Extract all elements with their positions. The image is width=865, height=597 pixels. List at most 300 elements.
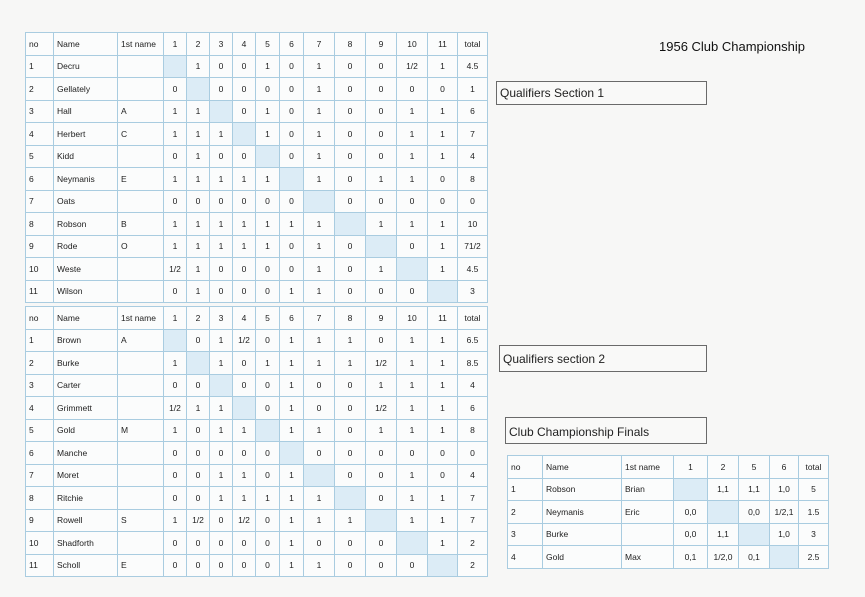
score-cell: 1	[397, 213, 428, 236]
score-cell: 0	[280, 123, 304, 146]
score-cell: 1	[304, 329, 335, 352]
score-cell	[366, 509, 397, 532]
score-cell: 1	[210, 123, 233, 146]
score-cell: 1	[428, 374, 458, 397]
column-header: 7	[304, 33, 335, 56]
row-number: 11	[26, 554, 54, 577]
column-header: 8	[335, 307, 366, 330]
score-cell: 1/2	[397, 55, 428, 78]
score-cell: 1	[280, 532, 304, 555]
score-cell: 0	[164, 442, 187, 465]
score-cell: 0	[280, 55, 304, 78]
score-cell: 1	[256, 55, 280, 78]
score-cell: 1	[428, 329, 458, 352]
score-cell: 0	[187, 374, 210, 397]
score-cell: 0	[233, 145, 256, 168]
total-cell: 6	[458, 397, 488, 420]
score-cell	[187, 78, 210, 101]
score-cell: 0	[164, 554, 187, 577]
first-name: E	[118, 168, 164, 191]
column-header: 6	[770, 456, 799, 479]
row-number: 8	[26, 213, 54, 236]
score-cell: 0	[256, 464, 280, 487]
score-cell	[739, 523, 770, 546]
header-row	[26, 307, 488, 330]
score-cell: 0	[233, 352, 256, 375]
row-number: 7	[26, 464, 54, 487]
total-cell: 7	[458, 509, 488, 532]
score-cell: 0	[366, 532, 397, 555]
first-name: Brian	[622, 478, 674, 501]
column-header: 10	[397, 33, 428, 56]
score-cell: 1	[304, 509, 335, 532]
row-number: 6	[26, 168, 54, 191]
score-cell: 0	[366, 123, 397, 146]
score-cell: 1	[256, 213, 280, 236]
score-cell: 0	[233, 55, 256, 78]
score-cell: 0	[335, 419, 366, 442]
column-header: 4	[233, 307, 256, 330]
table-row	[26, 532, 488, 555]
score-cell: 0	[256, 280, 280, 303]
table-row	[26, 509, 488, 532]
player-name: Moret	[54, 464, 118, 487]
row-number: 5	[26, 145, 54, 168]
score-cell: 1	[187, 280, 210, 303]
score-cell: 0	[210, 55, 233, 78]
table-row	[26, 145, 488, 168]
page-title: 1956 Club Championship	[659, 39, 805, 54]
column-header: total	[458, 307, 488, 330]
score-cell: 1	[428, 258, 458, 281]
score-cell: 1	[304, 168, 335, 191]
score-cell: 0	[210, 554, 233, 577]
column-header: 5	[256, 307, 280, 330]
score-cell: 0	[256, 329, 280, 352]
score-cell: 0	[256, 509, 280, 532]
score-cell: 0	[335, 55, 366, 78]
row-number: 2	[508, 501, 543, 524]
section2-table	[25, 306, 488, 577]
total-cell: 6	[458, 100, 488, 123]
score-cell: 1	[428, 397, 458, 420]
header-row	[26, 33, 488, 56]
score-cell: 1	[233, 213, 256, 236]
score-cell: 1	[210, 213, 233, 236]
score-cell: 0	[256, 258, 280, 281]
row-number: 2	[26, 352, 54, 375]
first-name: A	[118, 329, 164, 352]
table-row	[26, 374, 488, 397]
score-cell: 1	[397, 464, 428, 487]
score-cell	[164, 55, 187, 78]
score-cell: 0	[397, 442, 428, 465]
total-cell: 4	[458, 464, 488, 487]
score-cell: 1	[366, 213, 397, 236]
column-header: 1	[164, 33, 187, 56]
score-cell	[233, 123, 256, 146]
score-cell	[708, 501, 739, 524]
player-name: Gold	[543, 546, 622, 569]
score-cell	[674, 478, 708, 501]
score-cell	[335, 213, 366, 236]
score-cell: 0	[210, 442, 233, 465]
score-cell: 0	[335, 168, 366, 191]
score-cell: 0	[280, 258, 304, 281]
score-cell	[280, 168, 304, 191]
column-header: 3	[210, 33, 233, 56]
player-name: Neymanis	[543, 501, 622, 524]
column-header: 7	[304, 307, 335, 330]
score-cell: 1	[280, 213, 304, 236]
score-cell: 0	[233, 78, 256, 101]
player-name: Herbert	[54, 123, 118, 146]
score-cell: 0	[233, 442, 256, 465]
score-cell: 0	[366, 329, 397, 352]
column-header: Name	[54, 307, 118, 330]
score-cell: 1	[304, 419, 335, 442]
column-header: 6	[280, 307, 304, 330]
score-cell: 0	[304, 532, 335, 555]
table-row	[26, 258, 488, 281]
column-header: 5	[739, 456, 770, 479]
player-name: Robson	[54, 213, 118, 236]
score-cell: 1	[210, 419, 233, 442]
score-cell: 1	[210, 235, 233, 258]
row-number: 4	[26, 123, 54, 146]
column-header: 11	[428, 307, 458, 330]
first-name: B	[118, 213, 164, 236]
score-cell: 1	[187, 145, 210, 168]
score-cell: 0	[335, 78, 366, 101]
first-name	[118, 442, 164, 465]
first-name	[118, 352, 164, 375]
score-cell: 0	[335, 100, 366, 123]
table-row	[508, 501, 829, 524]
score-cell: 0	[210, 258, 233, 281]
score-cell: 1	[210, 352, 233, 375]
first-name	[118, 464, 164, 487]
score-cell: 1/2	[366, 352, 397, 375]
score-cell: 1	[256, 235, 280, 258]
score-cell: 0	[210, 532, 233, 555]
player-name: Manche	[54, 442, 118, 465]
score-cell: 1	[366, 374, 397, 397]
score-cell: 1	[187, 258, 210, 281]
table-row	[26, 55, 488, 78]
score-cell: 1	[164, 419, 187, 442]
score-cell: 1,1	[708, 523, 739, 546]
row-number: 4	[508, 546, 543, 569]
row-number: 11	[26, 280, 54, 303]
row-number: 3	[26, 100, 54, 123]
table-row	[26, 123, 488, 146]
score-cell	[256, 145, 280, 168]
score-cell: 0	[428, 168, 458, 191]
score-cell: 1/2,0	[708, 546, 739, 569]
score-cell: 1	[397, 168, 428, 191]
score-cell: 1	[280, 419, 304, 442]
score-cell: 0	[256, 532, 280, 555]
total-cell: 71/2	[458, 235, 488, 258]
score-cell: 0	[366, 145, 397, 168]
score-cell: 1	[397, 352, 428, 375]
row-number: 1	[508, 478, 543, 501]
score-cell: 0	[280, 235, 304, 258]
table-row	[26, 168, 488, 191]
score-cell: 1	[164, 123, 187, 146]
score-cell: 1/2	[366, 397, 397, 420]
score-cell: 0	[233, 280, 256, 303]
score-cell: 0	[366, 442, 397, 465]
score-cell: 1/2	[233, 509, 256, 532]
first-name	[118, 55, 164, 78]
score-cell: 1	[304, 145, 335, 168]
column-header: no	[508, 456, 543, 479]
finals-label: Club Championship Finals	[505, 417, 707, 444]
score-cell: 1	[256, 168, 280, 191]
score-cell: 0	[187, 464, 210, 487]
table-row	[26, 464, 488, 487]
score-cell: 0	[233, 100, 256, 123]
score-cell: 1	[164, 168, 187, 191]
player-name: Weste	[54, 258, 118, 281]
score-cell	[428, 554, 458, 577]
row-number: 9	[26, 235, 54, 258]
score-cell: 1/2,1	[770, 501, 799, 524]
column-header: 5	[256, 33, 280, 56]
total-cell: 7	[458, 487, 488, 510]
column-header: 1	[164, 307, 187, 330]
score-cell: 0,0	[674, 501, 708, 524]
score-cell: 1	[304, 258, 335, 281]
score-cell: 1	[428, 145, 458, 168]
total-cell: 2	[458, 554, 488, 577]
table-row	[26, 213, 488, 236]
column-header: 1st name	[118, 33, 164, 56]
score-cell: 1	[280, 554, 304, 577]
score-cell: 0	[366, 280, 397, 303]
score-cell: 1/2	[164, 397, 187, 420]
score-cell: 1	[164, 352, 187, 375]
score-cell: 0	[280, 78, 304, 101]
score-cell: 0	[280, 190, 304, 213]
section1-label: Qualifiers Section 1	[496, 81, 707, 105]
score-cell: 0	[210, 280, 233, 303]
score-cell: 0	[233, 190, 256, 213]
score-cell: 1	[397, 100, 428, 123]
score-cell: 0,1	[674, 546, 708, 569]
table-row	[26, 100, 488, 123]
column-header: no	[26, 307, 54, 330]
score-cell: 1,0	[770, 523, 799, 546]
first-name: O	[118, 235, 164, 258]
score-cell: 0	[164, 487, 187, 510]
score-cell: 1	[304, 352, 335, 375]
score-cell: 0	[210, 78, 233, 101]
score-cell: 1	[304, 100, 335, 123]
score-cell	[304, 190, 335, 213]
score-cell: 1	[164, 100, 187, 123]
score-cell: 1	[304, 235, 335, 258]
total-cell: 4.5	[458, 55, 488, 78]
player-name: Gold	[54, 419, 118, 442]
section1-table	[25, 32, 488, 303]
score-cell: 0	[335, 442, 366, 465]
table-row	[26, 397, 488, 420]
score-cell: 1	[366, 258, 397, 281]
player-name: Rowell	[54, 509, 118, 532]
table-row	[26, 487, 488, 510]
score-cell: 1	[335, 509, 366, 532]
score-cell: 0	[256, 397, 280, 420]
score-cell: 1	[233, 235, 256, 258]
player-name: Wilson	[54, 280, 118, 303]
score-cell: 1	[187, 123, 210, 146]
total-cell: 2.5	[799, 546, 829, 569]
score-cell: 0	[304, 374, 335, 397]
score-cell: 0	[187, 554, 210, 577]
first-name	[118, 487, 164, 510]
total-cell: 4	[458, 374, 488, 397]
column-header: no	[26, 33, 54, 56]
player-name: Rode	[54, 235, 118, 258]
player-name: Shadforth	[54, 532, 118, 555]
score-cell: 1	[280, 464, 304, 487]
table-row	[26, 190, 488, 213]
score-cell: 0	[304, 397, 335, 420]
score-cell: 1	[280, 352, 304, 375]
player-name: Kidd	[54, 145, 118, 168]
column-header: 2	[187, 307, 210, 330]
score-cell: 0	[366, 78, 397, 101]
row-number: 4	[26, 397, 54, 420]
column-header: 8	[335, 33, 366, 56]
column-header: 1	[674, 456, 708, 479]
total-cell: 4.5	[458, 258, 488, 281]
score-cell: 0	[210, 145, 233, 168]
score-cell: 0	[187, 532, 210, 555]
score-cell: 1,0	[770, 478, 799, 501]
score-cell: 0	[210, 509, 233, 532]
score-cell: 1	[280, 509, 304, 532]
score-cell: 0	[187, 442, 210, 465]
score-cell	[366, 235, 397, 258]
total-cell: 1.5	[799, 501, 829, 524]
score-cell: 1	[187, 168, 210, 191]
first-name: M	[118, 419, 164, 442]
column-header: 1st name	[118, 307, 164, 330]
score-cell: 0	[428, 190, 458, 213]
score-cell: 0	[164, 374, 187, 397]
score-cell: 1	[187, 397, 210, 420]
score-cell: 1	[233, 419, 256, 442]
score-cell	[280, 442, 304, 465]
player-name: Robson	[543, 478, 622, 501]
score-cell: 1	[280, 329, 304, 352]
score-cell: 1	[304, 487, 335, 510]
total-cell: 6.5	[458, 329, 488, 352]
player-name: Brown	[54, 329, 118, 352]
total-cell: 2	[458, 532, 488, 555]
score-cell	[304, 464, 335, 487]
total-cell: 10	[458, 213, 488, 236]
score-cell: 1	[428, 100, 458, 123]
score-cell: 0	[233, 554, 256, 577]
score-cell: 0	[164, 190, 187, 213]
score-cell: 1	[233, 464, 256, 487]
first-name: E	[118, 554, 164, 577]
score-cell: 0	[256, 78, 280, 101]
score-cell: 1	[366, 419, 397, 442]
score-cell: 0	[366, 190, 397, 213]
total-cell: 3	[799, 523, 829, 546]
player-name: Grimmett	[54, 397, 118, 420]
table-row	[508, 478, 829, 501]
score-cell	[256, 419, 280, 442]
table-row	[26, 554, 488, 577]
player-name: Neymanis	[54, 168, 118, 191]
score-cell: 1	[335, 329, 366, 352]
player-name: Gellately	[54, 78, 118, 101]
first-name: C	[118, 123, 164, 146]
score-cell: 1	[428, 352, 458, 375]
total-cell: 3	[458, 280, 488, 303]
column-header: Name	[54, 33, 118, 56]
score-cell: 0	[164, 532, 187, 555]
score-cell: 0	[366, 554, 397, 577]
score-cell: 0	[256, 190, 280, 213]
score-cell: 0	[164, 78, 187, 101]
score-cell: 0	[397, 190, 428, 213]
table-row	[26, 442, 488, 465]
score-cell: 0	[233, 532, 256, 555]
score-cell: 0	[187, 329, 210, 352]
first-name	[118, 397, 164, 420]
score-cell: 1	[304, 78, 335, 101]
row-number: 3	[508, 523, 543, 546]
score-cell: 0	[428, 442, 458, 465]
score-cell: 1	[280, 397, 304, 420]
score-cell: 1,1	[708, 478, 739, 501]
score-cell	[335, 487, 366, 510]
score-cell: 0	[366, 487, 397, 510]
score-cell: 1	[210, 397, 233, 420]
score-cell: 0	[256, 554, 280, 577]
table-row	[26, 78, 488, 101]
score-cell: 0	[233, 258, 256, 281]
first-name	[118, 280, 164, 303]
first-name: S	[118, 509, 164, 532]
player-name: Burke	[543, 523, 622, 546]
score-cell: 0	[187, 419, 210, 442]
column-header: 2	[187, 33, 210, 56]
score-cell	[164, 329, 187, 352]
score-cell: 0	[280, 145, 304, 168]
score-cell: 1	[187, 213, 210, 236]
score-cell: 0	[335, 464, 366, 487]
total-cell: 0	[458, 442, 488, 465]
score-cell: 0	[335, 374, 366, 397]
column-header: 2	[708, 456, 739, 479]
score-cell: 1	[256, 123, 280, 146]
player-name: Scholl	[54, 554, 118, 577]
score-cell: 1	[428, 419, 458, 442]
score-cell: 1	[397, 509, 428, 532]
score-cell: 0	[164, 464, 187, 487]
score-cell: 0	[280, 100, 304, 123]
score-cell: 0	[428, 78, 458, 101]
